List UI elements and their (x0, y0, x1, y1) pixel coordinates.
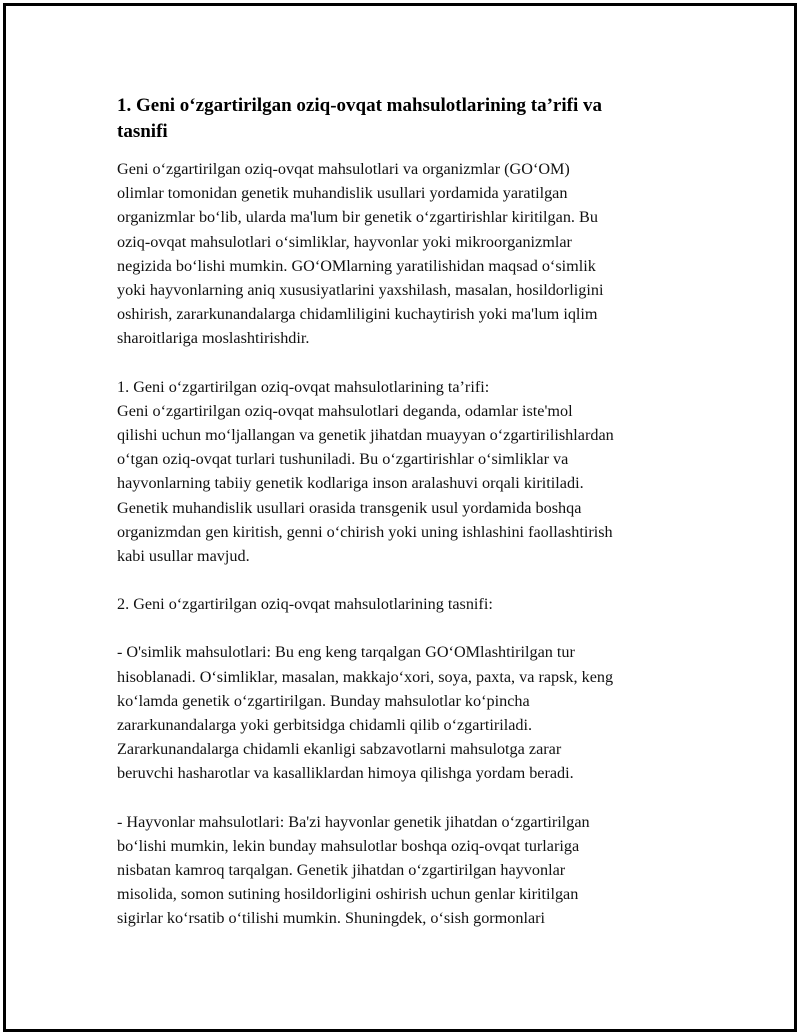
text-line: zararkunandalarga yoki gerbitsidga chidamli qilib o‘zgartiriladi. (117, 716, 533, 735)
text-line: bo‘lishi mumkin, lekin bunday mahsulotlar boshqa oziq-ovqat turlariga (117, 836, 580, 855)
text-line: oziq-ovqat mahsulotlari o‘simliklar, hayvonlar yoki mikroorganizmlar (117, 232, 572, 251)
title-line: tasnifi (117, 121, 168, 142)
text-line: Geni o‘zgartirilgan oziq-ovqat mahsulotlari va organizmlar (GO‘OM) (117, 160, 570, 178)
text-line: organizmlar bo‘lib, ularda ma'lum bir genetik o‘zgartirishlar kiritilgan. Bu (117, 208, 598, 227)
text-line: sigirlar ko‘rsatib o‘tilishi mumkin. Shuningdek, o‘sish gormonlari (117, 909, 546, 928)
text-line: o‘tgan oziq-ovqat turlari tushuniladi. Bu o‘zgartirishlar o‘simliklar va (117, 450, 569, 469)
text-line: hayvonlarning tabiiy genetik kodlariga inson aralashuvi orqali kiritiladi. (117, 474, 584, 493)
text-line: Geni o‘zgartirilgan oziq-ovqat mahsulotlari deganda, odamlar iste'mol (117, 401, 573, 420)
text-line: Zararkunandalarga chidamli ekanligi sabzavotlarni mahsulotga zarar (117, 740, 562, 759)
text-line: olimlar tomonidan genetik muhandislik usullari yordamida yaratilgan (117, 184, 568, 203)
intro-paragraph (117, 157, 687, 351)
text-line: qilishi uchun mo‘ljallangan va genetik jihatdan muayyan o‘zgartirilishlardan (117, 426, 614, 445)
text-line: ko‘lamda genetik o‘zgartirilgan. Bunday mahsulotlar ko‘pincha (117, 691, 530, 710)
text-line: - O'simlik mahsulotlari: Bu eng keng tarqalgan GO‘OMlashtirilgan tur (117, 643, 575, 662)
text-line: 2. Geni o‘zgartirilgan oziq-ovqat mahsulotlarining tasnifi: (117, 595, 493, 614)
text-line: nisbatan kamroq tarqalgan. Genetik jihatdan o‘zgartirilgan hayvonlar (117, 861, 566, 880)
text-line: hisoblanadi. O‘simliklar, masalan, makkajo‘xori, soya, paxta, va rapsk, keng (117, 667, 614, 686)
text-line: Genetik muhandislik usullari orasida transgenik usul yordamida boshqa (117, 498, 582, 517)
text-line: kabi usullar mavjud. (117, 547, 250, 566)
animal-products-paragraph (117, 810, 687, 931)
document-body (117, 93, 687, 931)
text-line: negizida bo‘lishi mumkin. GO‘OMlarning yaratilishidan maqsad o‘simlik (117, 256, 596, 275)
title-line: 1. Geni o‘zgartirilgan oziq-ovqat mahsulotlarining ta’rifi va (117, 95, 603, 116)
definition-paragraph (117, 375, 687, 569)
text-line: 1. Geni o‘zgartirilgan oziq-ovqat mahsulotlarining ta’rifi: (117, 377, 490, 396)
text-line: - Hayvonlar mahsulotlari: Ba'zi hayvonlar genetik jihatdan o‘zgartirilgan (117, 812, 590, 831)
text-line: oshirish, zararkunandalarga chidamliligini kuchaytirish yoki ma'lum iqlim (117, 305, 598, 324)
text-line: sharoitlariga moslashtirishdir. (117, 329, 310, 348)
text-line: organizmdan gen kiritish, genni o‘chirish yoki uning ishlashini faollashtirish (117, 522, 613, 541)
paragraph-gap (117, 786, 687, 810)
paragraph-gap (117, 351, 687, 375)
text-line: misolida, somon sutining hosildorligini oshirish uchun genlar kiritilgan (117, 885, 579, 904)
paragraph-gap (117, 568, 687, 592)
plant-products-paragraph (117, 640, 687, 785)
classification-heading (117, 592, 687, 616)
text-line: yoki hayvonlarning aniq xususiyatlarini yaxshilash, masalan, hosildorligini (117, 281, 604, 300)
text-line: beruvchi hasharotlar va kasalliklardan himoya qilishga yordam beradi. (117, 764, 574, 783)
paragraph-gap (117, 616, 687, 640)
section-title (117, 93, 687, 145)
